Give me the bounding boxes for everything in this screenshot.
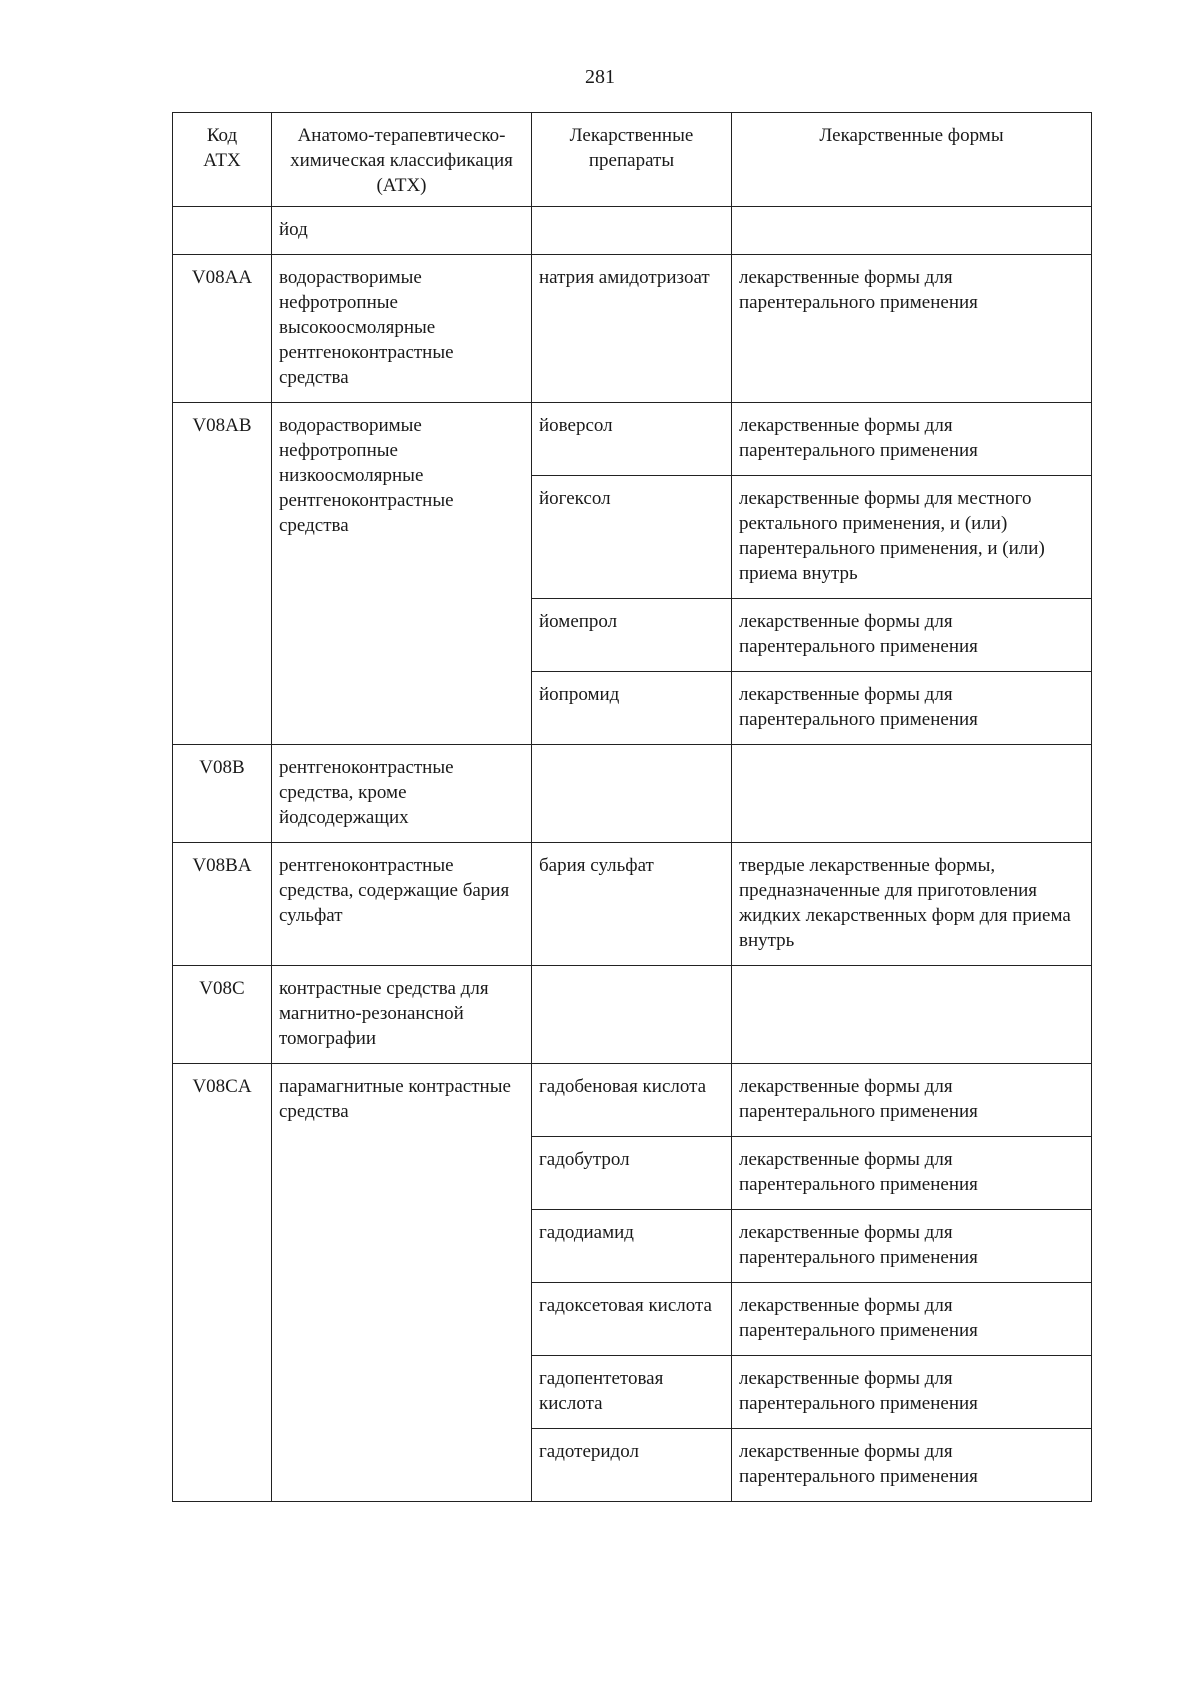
atc-code-cell: V08BA [173,843,272,966]
drug-cell [532,745,732,843]
table-row [173,745,1092,843]
drug-cell: гадоксетовая кислота [532,1283,732,1356]
atc-code-cell: V08CA [173,1064,272,1502]
drug-cell: гадобутрол [532,1137,732,1210]
table-row [173,843,1092,966]
drug-cell: гадобеновая кислота [532,1064,732,1137]
atc-code-cell: V08C [173,966,272,1064]
atc-classification-cell: йод [272,207,532,255]
drug-cell: йогексол [532,476,732,599]
drug-cell [532,207,732,255]
dosage-form-cell: лекарственные формы для парентерального применения [732,403,1092,476]
drug-cell: йомепрол [532,599,732,672]
header-forms: Лекарственные формы [732,113,1092,207]
atc-classification-cell: водорастворимые нефротропные низкоосмолярные рентгеноконтрастные средства [272,403,532,745]
drug-cell: йопромид [532,672,732,745]
atc-code-cell: V08AA [173,255,272,403]
drug-cell: гадотеридол [532,1429,732,1502]
atc-code-cell: V08B [173,745,272,843]
dosage-form-cell: лекарственные формы для парентерального применения [732,255,1092,403]
drug-cell: гадопентетовая кислота [532,1356,732,1429]
table-row [173,255,1092,403]
atc-classification-cell: контрастные средства для магнитно-резонансной томографии [272,966,532,1064]
atc-code-cell: V08AB [173,403,272,745]
header-code: Код АТХ [173,113,272,207]
atc-classification-cell: парамагнитные контрастные средства [272,1064,532,1502]
atc-classification-cell: водорастворимые нефротропные высокоосмолярные рентгеноконтрастные средства [272,255,532,403]
dosage-form-cell: лекарственные формы для местного ректального применения, и (или) парентерального применения, и (или) приема внутрь [732,476,1092,599]
table-row [173,1064,1092,1137]
drug-cell [532,966,732,1064]
table-row [173,207,1092,255]
drug-cell: гадодиамид [532,1210,732,1283]
dosage-form-cell: лекарственные формы для парентерального применения [732,1137,1092,1210]
dosage-form-cell: твердые лекарственные формы, предназначенные для приготовления жидких лекарственных форм для приема внутрь [732,843,1092,966]
page-number: 281 [585,66,615,88]
header-drugs: Лекарственные препараты [532,113,732,207]
table-header-row [173,113,1092,207]
table-body [173,207,1092,1502]
dosage-form-cell: лекарственные формы для парентерального применения [732,1210,1092,1283]
dosage-form-cell: лекарственные формы для парентерального применения [732,1356,1092,1429]
drug-cell: йоверсол [532,403,732,476]
dosage-form-cell: лекарственные формы для парентерального применения [732,599,1092,672]
atc-classification-cell: рентгеноконтрастные средства, содержащие бария сульфат [272,843,532,966]
atc-table [172,112,1092,1502]
drug-cell: натрия амидотризоат [532,255,732,403]
atc-code-cell [173,207,272,255]
dosage-form-cell: лекарственные формы для парентерального применения [732,1064,1092,1137]
dosage-form-cell: лекарственные формы для парентерального применения [732,672,1092,745]
table-row [173,403,1092,476]
dosage-form-cell [732,745,1092,843]
dosage-form-cell: лекарственные формы для парентерального применения [732,1429,1092,1502]
table-row [173,966,1092,1064]
dosage-form-cell: лекарственные формы для парентерального применения [732,1283,1092,1356]
drug-cell: бария сульфат [532,843,732,966]
atc-classification-cell: рентгеноконтрастные средства, кроме йодсодержащих [272,745,532,843]
header-classification: Анатомо-терапевтическо-химическая классификация (АТХ) [272,113,532,207]
dosage-form-cell [732,207,1092,255]
dosage-form-cell [732,966,1092,1064]
